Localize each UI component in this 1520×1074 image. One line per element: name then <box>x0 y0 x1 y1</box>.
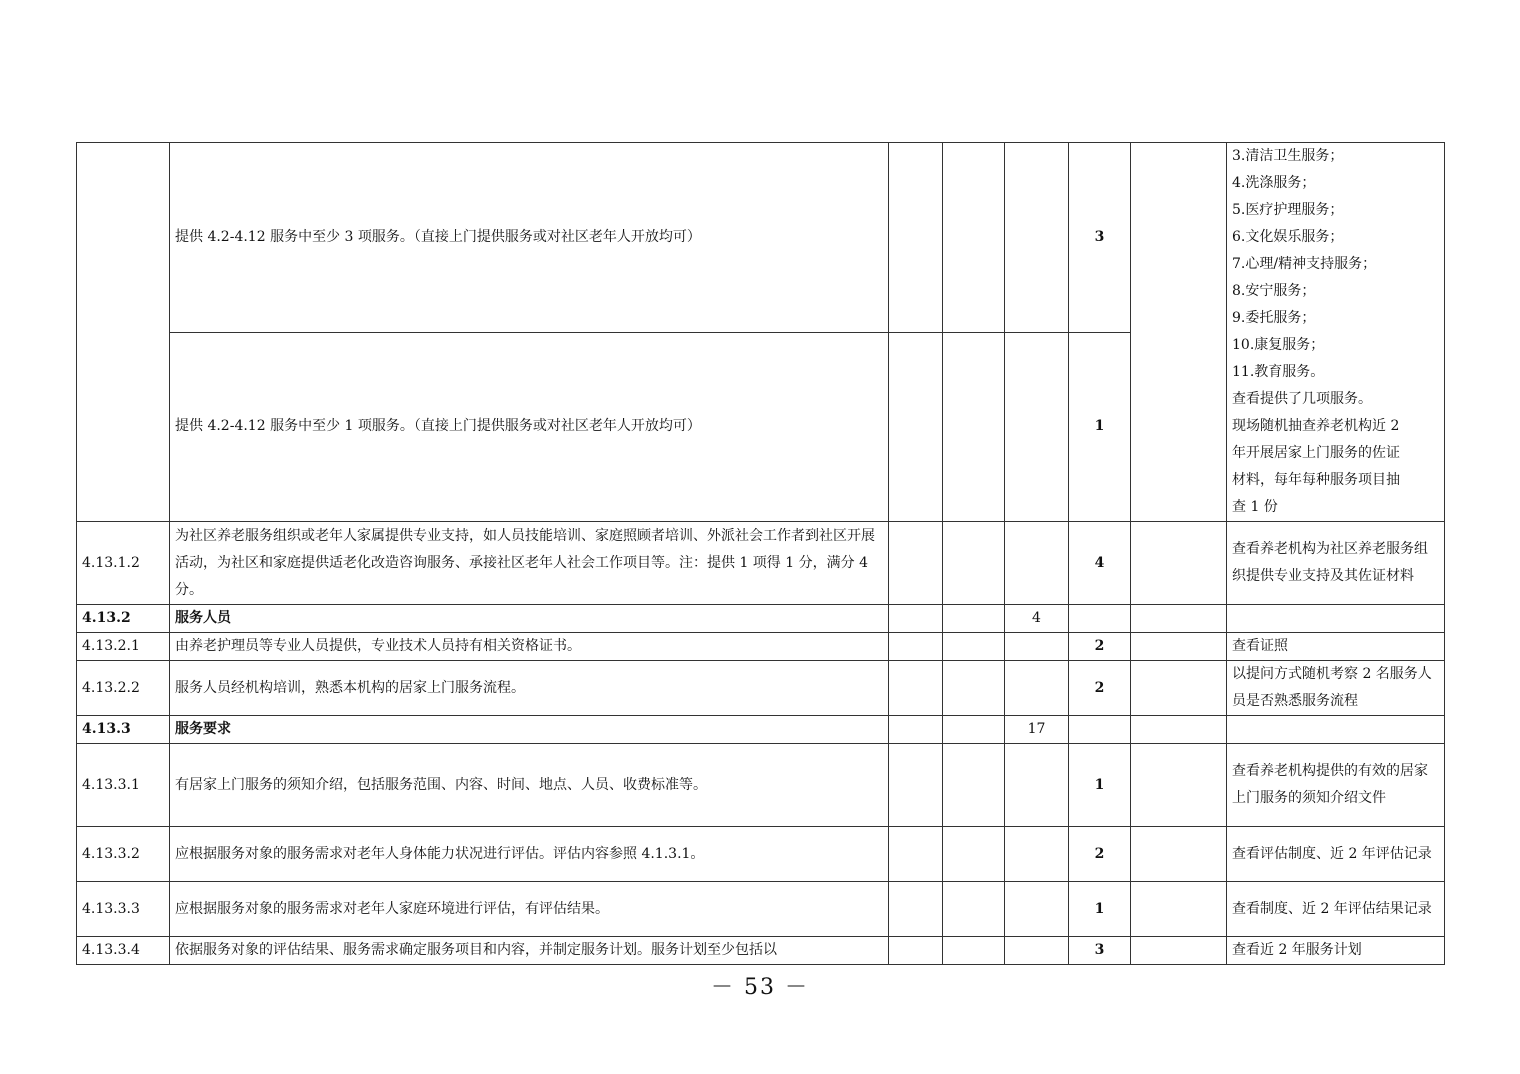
content-cell: 为社区养老服务组织或老年人家属提供专业支持，如人员技能培训、家庭照顾者培训、外派社会工作者到社区开展活动，为社区和家庭提供适老化改造咨询服务、承接社区老年人社会工作项目等。注：提供 1 项得 1 分，满分 4 分。 <box>170 522 889 605</box>
content-cell: 应根据服务对象的服务需求对老年人家庭环境进行评估，有评估结果。 <box>170 882 889 937</box>
note-cell: 查看养老机构为社区养老服务组织提供专业支持及其佐证材料 <box>1227 522 1445 605</box>
score-cell: 4 <box>1069 522 1131 605</box>
score-cell: 2 <box>1069 827 1131 882</box>
assessment-table <box>76 142 1445 965</box>
code-cell <box>77 143 170 522</box>
code-cell: 4.13.3.4 <box>77 937 170 965</box>
code-cell: 4.13.2.2 <box>77 661 170 716</box>
score-cell: 1 <box>1069 332 1131 522</box>
content-cell: 有居家上门服务的须知介绍，包括服务范围、内容、时间、地点、人员、收费标准等。 <box>170 744 889 827</box>
code-cell: 4.13.3.1 <box>77 744 170 827</box>
score-cell: 2 <box>1069 661 1131 716</box>
code-cell: 4.13.3.3 <box>77 882 170 937</box>
note-cell: 查看证照 <box>1227 633 1445 661</box>
section-title: 服务要求 <box>170 716 889 744</box>
note-cell: 3.清洁卫生服务； 4.洗涤服务； 5.医疗护理服务； 6.文化娱乐服务； 7.心理/精神支持服务； 8.安宁服务； 9.委托服务； 10.康复服务； 11.教育服务。 查看提供了几项服务。 现场随机抽查养老机构近 2 年开展居家上门服务的佐证 材料，每年每种服务项目抽 查 1 份 <box>1227 143 1445 522</box>
score-cell: 3 <box>1069 143 1131 333</box>
score-cell: 1 <box>1069 744 1131 827</box>
table-row <box>77 716 1445 744</box>
score-cell: 2 <box>1069 633 1131 661</box>
score-cell: 3 <box>1069 937 1131 965</box>
table-row <box>77 143 1445 333</box>
code-cell: 4.13.2 <box>77 605 170 633</box>
score-cell: 1 <box>1069 882 1131 937</box>
content-cell: 服务人员经机构培训，熟悉本机构的居家上门服务流程。 <box>170 661 889 716</box>
table-row <box>77 744 1445 827</box>
note-cell: 查看制度、近 2 年评估结果记录 <box>1227 882 1445 937</box>
code-cell: 4.13.1.2 <box>77 522 170 605</box>
note-cell: 以提问方式随机考察 2 名服务人员是否熟悉服务流程 <box>1227 661 1445 716</box>
table-row <box>77 605 1445 633</box>
content-cell: 应根据服务对象的服务需求对老年人身体能力状况进行评估。评估内容参照 4.1.3.1。 <box>170 827 889 882</box>
code-cell: 4.13.2.1 <box>77 633 170 661</box>
table-row <box>77 937 1445 965</box>
table-row <box>77 661 1445 716</box>
subtotal-cell: 4 <box>1005 605 1069 633</box>
page-number: － 53 － <box>711 975 809 1000</box>
content-cell: 提供 4.2-4.12 服务中至少 1 项服务。（直接上门提供服务或对社区老年人开放均可） <box>170 332 889 522</box>
subtotal-cell: 17 <box>1005 716 1069 744</box>
table-row <box>77 882 1445 937</box>
table-row <box>77 633 1445 661</box>
content-cell: 依据服务对象的评估结果、服务需求确定服务项目和内容，并制定服务计划。服务计划至少包括以 <box>170 937 889 965</box>
note-cell: 查看评估制度、近 2 年评估记录 <box>1227 827 1445 882</box>
table-row <box>77 522 1445 605</box>
table-row <box>77 827 1445 882</box>
note-cell: 查看近 2 年服务计划 <box>1227 937 1445 965</box>
code-cell: 4.13.3 <box>77 716 170 744</box>
code-cell: 4.13.3.2 <box>77 827 170 882</box>
content-cell: 由养老护理员等专业人员提供，专业技术人员持有相关资格证书。 <box>170 633 889 661</box>
content-cell: 提供 4.2-4.12 服务中至少 3 项服务。（直接上门提供服务或对社区老年人开放均可） <box>170 143 889 333</box>
section-title: 服务人员 <box>170 605 889 633</box>
note-cell: 查看养老机构提供的有效的居家上门服务的须知介绍文件 <box>1227 744 1445 827</box>
